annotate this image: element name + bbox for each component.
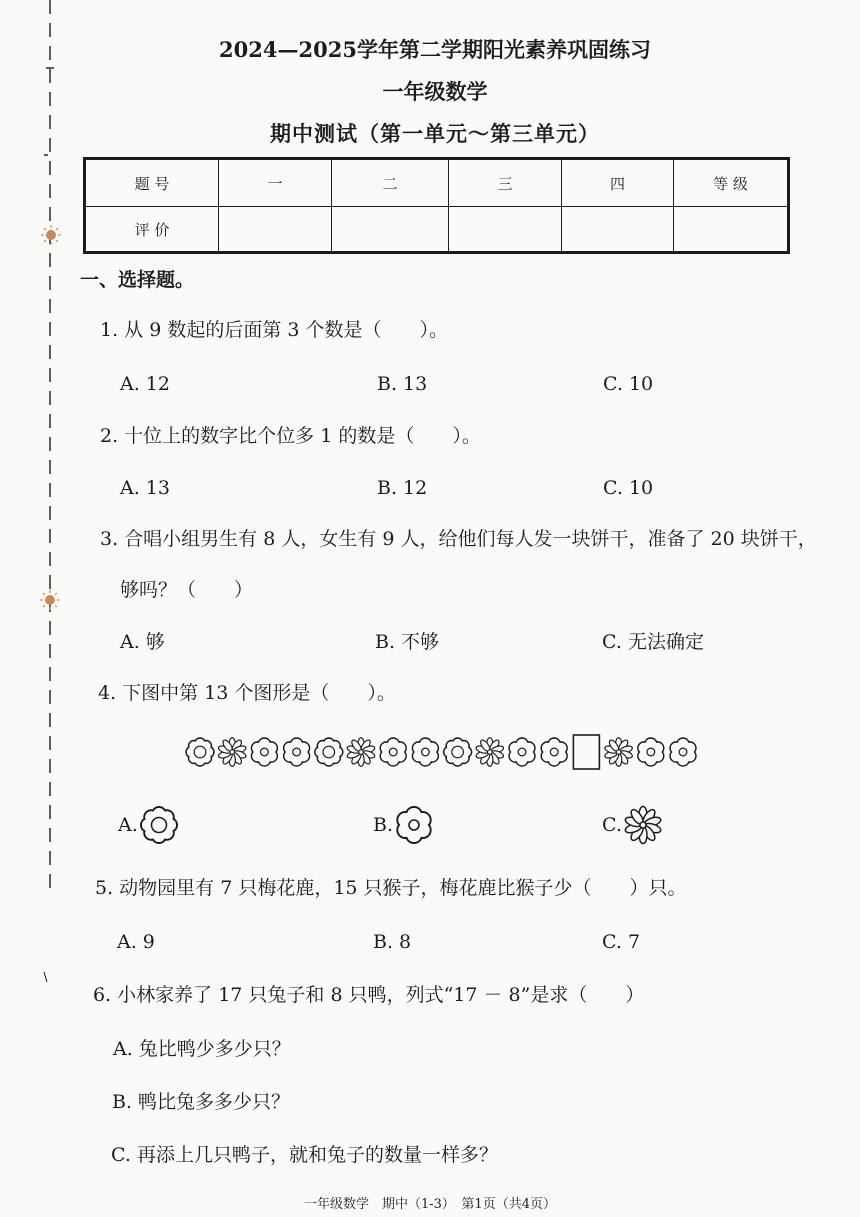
question-5-text: 5. 动物园里有 7 只梅花鹿，15 只猴子，梅花鹿比猴子少（ ）只。 <box>95 877 687 899</box>
question-2-option-b: B. 12 <box>377 477 428 499</box>
question-1-text: 1. 从 9 数起的后面第 3 个数是（ ）。 <box>100 319 449 341</box>
question-5-option-c: C. 7 <box>602 931 641 953</box>
pattern-round-petal-flower-icon <box>412 738 438 766</box>
question-2-option-a: A. 13 <box>120 477 170 499</box>
question-4-option-c <box>602 805 663 845</box>
score-cell <box>562 207 674 253</box>
score-table-header: 二 <box>332 159 449 207</box>
option-shape <box>623 805 663 845</box>
pattern-daisy-flower-icon <box>475 738 504 767</box>
option-label: A. <box>118 814 138 836</box>
pattern-scalloped-flower-icon <box>186 738 214 766</box>
round-petal-flower-icon <box>397 807 430 843</box>
question-2-text: 2. 十位上的数字比个位多 1 的数是（ ）。 <box>100 425 481 447</box>
question-2-option-c: C. 10 <box>603 477 654 499</box>
score-table-header: 一 <box>219 159 332 207</box>
question-5-option-b: B. 8 <box>373 931 412 953</box>
question-6-option-c: C. 再添上几只鸭子，就和兔子的数量一样多？ <box>111 1144 498 1166</box>
section-title: 一、选择题。 <box>80 269 195 291</box>
binding-mark <box>44 972 47 982</box>
question-3-option-a: A. 够 <box>120 631 165 653</box>
question-1-option-b: B. 13 <box>377 373 428 395</box>
question-3-text-continued: 够吗？（ ） <box>120 579 254 601</box>
binding-margin <box>30 0 74 1000</box>
question-1-option-a: A. 12 <box>120 373 170 395</box>
score-table-header-row <box>85 159 789 207</box>
score-table-header: 题 号 <box>85 159 219 207</box>
score-cell <box>332 207 449 253</box>
exam-title: 2024—2025学年第二学期阳光素养巩固练习 <box>219 37 651 62</box>
score-table-row-label: 评 价 <box>85 207 219 253</box>
score-table <box>83 157 790 254</box>
pattern-scalloped-flower-icon <box>315 738 343 766</box>
question-3-option-c: C. 无法确定 <box>602 631 704 653</box>
pattern-round-petal-flower-icon <box>251 738 277 766</box>
question-6-text: 6. 小林家养了 17 只兔子和 8 只鸭，列式“17 － 8”是求（ ） <box>93 984 645 1006</box>
score-cell <box>219 207 332 253</box>
score-table-header: 四 <box>562 159 674 207</box>
sun-marker-icon <box>40 590 60 610</box>
option-shape <box>139 805 179 845</box>
score-table-header: 三 <box>449 159 562 207</box>
subject-title: 一年级数学 <box>382 79 488 104</box>
pattern-scalloped-flower-icon <box>444 738 472 766</box>
option-shape <box>394 805 434 845</box>
question-1-option-c: C. 10 <box>603 373 654 395</box>
pattern-round-petal-flower-icon <box>284 738 310 766</box>
question-4-option-a <box>118 805 179 845</box>
pattern-daisy-flower-icon <box>604 738 633 767</box>
page-footer: 一年级数学 期中（1-3） 第1页（共4页） <box>304 1197 556 1212</box>
sun-marker-icon <box>41 225 61 245</box>
daisy-flower-icon <box>624 807 662 844</box>
score-table-header: 等 级 <box>674 159 789 207</box>
question-3-text: 3. 合唱小组男生有 8 人，女生有 9 人，给他们每人发一块饼干，准备了 20 块饼干， <box>100 528 817 550</box>
question-5-option-a: A. 9 <box>117 931 155 953</box>
question-6-option-b: B. 鸭比兔多多少只？ <box>112 1091 291 1113</box>
pattern-blank-box <box>573 735 599 769</box>
scalloped-flower-icon <box>141 807 177 843</box>
score-table-evaluation-row <box>85 207 789 253</box>
pattern-round-petal-flower-icon <box>380 738 406 766</box>
question-3-option-b: B. 不够 <box>375 631 440 653</box>
score-cell <box>449 207 562 253</box>
pattern-round-petal-flower-icon <box>670 738 696 766</box>
pattern-round-petal-flower-icon <box>509 738 535 766</box>
option-label: C. <box>602 814 622 836</box>
question-4-text: 4. 下图中第 13 个图形是（ ）。 <box>98 682 396 704</box>
pattern-daisy-flower-icon <box>346 738 375 767</box>
option-label: B. <box>373 814 394 836</box>
question-4-option-b <box>373 805 434 845</box>
pattern-round-petal-flower-icon <box>638 738 664 766</box>
pattern-round-petal-flower-icon <box>541 738 567 766</box>
score-cell <box>674 207 789 253</box>
question-6-option-a: A. 兔比鸭少多少只？ <box>113 1038 291 1060</box>
pattern-daisy-flower-icon <box>218 738 247 767</box>
exam-scope: 期中测试（第一单元～第三单元） <box>270 121 600 146</box>
shape-pattern-row <box>180 729 710 775</box>
